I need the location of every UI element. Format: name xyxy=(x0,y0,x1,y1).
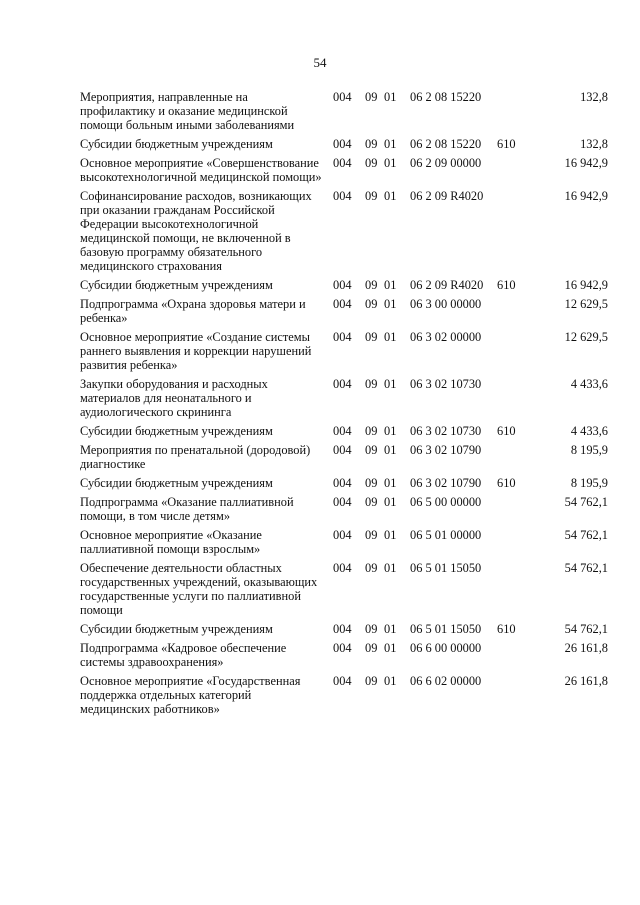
table-row xyxy=(0,156,640,184)
table-row xyxy=(0,90,640,132)
section-code: 09 xyxy=(365,137,378,151)
amount: 132,8 xyxy=(580,137,608,151)
target-code: 06 5 01 15050 xyxy=(410,622,482,636)
target-code: 06 3 02 10730 xyxy=(410,424,482,438)
row-name: Основное мероприятие «Совершенствование высокотехнологичной медицинской помощи» xyxy=(80,156,322,184)
section-code: 09 xyxy=(365,156,378,170)
row-name: Субсидии бюджетным учреждениям xyxy=(80,137,273,151)
subsection-code: 01 xyxy=(384,189,397,203)
row-name: Субсидии бюджетным учреждениям xyxy=(80,424,273,438)
table-row xyxy=(0,641,640,669)
section-code: 09 xyxy=(365,622,378,636)
ministry-code: 004 xyxy=(333,495,352,509)
subsection-code: 01 xyxy=(384,641,397,655)
target-code: 06 6 00 00000 xyxy=(410,641,482,655)
section-code: 09 xyxy=(365,528,378,542)
ministry-code: 004 xyxy=(333,156,352,170)
amount: 16 942,9 xyxy=(564,278,608,292)
subsection-code: 01 xyxy=(384,443,397,457)
target-code: 06 2 09 R4020 xyxy=(410,189,484,203)
target-code: 06 2 08 15220 xyxy=(410,137,482,151)
subsection-code: 01 xyxy=(384,424,397,438)
section-code: 09 xyxy=(365,189,378,203)
expense-code: 610 xyxy=(497,137,516,151)
section-code: 09 xyxy=(365,297,378,311)
ministry-code: 004 xyxy=(333,297,352,311)
table-row xyxy=(0,622,640,636)
subsection-code: 01 xyxy=(384,137,397,151)
section-code: 09 xyxy=(365,641,378,655)
budget-table xyxy=(0,90,640,721)
target-code: 06 3 00 00000 xyxy=(410,297,482,311)
amount: 54 762,1 xyxy=(564,622,608,636)
amount: 54 762,1 xyxy=(564,528,608,542)
amount: 4 433,6 xyxy=(570,377,608,391)
amount: 12 629,5 xyxy=(564,330,608,344)
amount: 54 762,1 xyxy=(564,495,608,509)
amount: 26 161,8 xyxy=(564,674,608,688)
row-name: Основное мероприятие «Создание системы раннего выявления и коррекции нарушений развития ребенка» xyxy=(80,330,312,372)
section-code: 09 xyxy=(365,90,378,104)
target-code: 06 5 01 00000 xyxy=(410,528,482,542)
amount: 4 433,6 xyxy=(570,424,608,438)
ministry-code: 004 xyxy=(333,424,352,438)
amount: 8 195,9 xyxy=(570,476,608,490)
table-row xyxy=(0,476,640,490)
subsection-code: 01 xyxy=(384,377,397,391)
row-name: Обеспечение деятельности областных государственных учреждений, оказывающих государственные услуги по паллиативной помощи xyxy=(80,561,318,617)
table-row xyxy=(0,137,640,151)
amount: 132,8 xyxy=(580,90,608,104)
target-code: 06 5 00 00000 xyxy=(410,495,482,509)
target-code: 06 3 02 10790 xyxy=(410,476,482,490)
table-row xyxy=(0,424,640,438)
ministry-code: 004 xyxy=(333,476,352,490)
section-code: 09 xyxy=(365,561,378,575)
ministry-code: 004 xyxy=(333,561,352,575)
row-name: Субсидии бюджетным учреждениям xyxy=(80,278,273,292)
table-row xyxy=(0,495,640,523)
ministry-code: 004 xyxy=(333,278,352,292)
table-row xyxy=(0,528,640,556)
ministry-code: 004 xyxy=(333,641,352,655)
subsection-code: 01 xyxy=(384,495,397,509)
section-code: 09 xyxy=(365,674,378,688)
table-row xyxy=(0,189,640,273)
ministry-code: 004 xyxy=(333,622,352,636)
table-row xyxy=(0,297,640,325)
amount: 54 762,1 xyxy=(564,561,608,575)
row-name: Подпрограмма «Охрана здоровья матери и ребенка» xyxy=(80,297,306,325)
target-code: 06 5 01 15050 xyxy=(410,561,482,575)
ministry-code: 004 xyxy=(333,528,352,542)
ministry-code: 004 xyxy=(333,137,352,151)
section-code: 09 xyxy=(365,443,378,457)
expense-code: 610 xyxy=(497,424,516,438)
amount: 26 161,8 xyxy=(564,641,608,655)
row-name: Подпрограмма «Кадровое обеспечение системы здравоохранения» xyxy=(80,641,287,669)
subsection-code: 01 xyxy=(384,297,397,311)
target-code: 06 2 09 00000 xyxy=(410,156,482,170)
row-name: Основное мероприятие «Государственная поддержка отдельных категорий медицинских работников» xyxy=(80,674,301,716)
expense-code: 610 xyxy=(497,278,516,292)
ministry-code: 004 xyxy=(333,189,352,203)
subsection-code: 01 xyxy=(384,156,397,170)
expense-code: 610 xyxy=(497,622,516,636)
target-code: 06 2 08 15220 xyxy=(410,90,482,104)
subsection-code: 01 xyxy=(384,561,397,575)
table-row xyxy=(0,278,640,292)
target-code: 06 3 02 00000 xyxy=(410,330,482,344)
section-code: 09 xyxy=(365,495,378,509)
section-code: 09 xyxy=(365,476,378,490)
table-row xyxy=(0,674,640,716)
row-name: Субсидии бюджетным учреждениям xyxy=(80,622,273,636)
ministry-code: 004 xyxy=(333,674,352,688)
row-name: Основное мероприятие «Оказание паллиативной помощи взрослым» xyxy=(80,528,262,556)
row-name: Софинансирование расходов, возникающих при оказании гражданам Российской Федерации высокотехнологичной медицинской помощи, не включенной в базовую программу обязательного медицинского страхования xyxy=(80,189,312,273)
amount: 16 942,9 xyxy=(564,189,608,203)
target-code: 06 2 09 R4020 xyxy=(410,278,484,292)
row-name: Мероприятия, направленные на профилактику и оказание медицинской помощи больным иными заболеваниями xyxy=(80,90,295,132)
row-name: Субсидии бюджетным учреждениям xyxy=(80,476,273,490)
section-code: 09 xyxy=(365,278,378,292)
row-name: Подпрограмма «Оказание паллиативной помощи, в том числе детям» xyxy=(80,495,294,523)
subsection-code: 01 xyxy=(384,476,397,490)
table-row xyxy=(0,561,640,617)
amount: 8 195,9 xyxy=(570,443,608,457)
subsection-code: 01 xyxy=(384,622,397,636)
subsection-code: 01 xyxy=(384,330,397,344)
table-row xyxy=(0,377,640,419)
table-row xyxy=(0,443,640,471)
ministry-code: 004 xyxy=(333,90,352,104)
table-row xyxy=(0,330,640,372)
subsection-code: 01 xyxy=(384,90,397,104)
row-name: Закупки оборудования и расходных материалов для неонатального и аудиологического скрининга xyxy=(80,377,268,419)
ministry-code: 004 xyxy=(333,443,352,457)
expense-code: 610 xyxy=(497,476,516,490)
row-name: Мероприятия по пренатальной (дородовой) диагностике xyxy=(80,443,311,471)
target-code: 06 3 02 10730 xyxy=(410,377,482,391)
section-code: 09 xyxy=(365,330,378,344)
ministry-code: 004 xyxy=(333,330,352,344)
subsection-code: 01 xyxy=(384,278,397,292)
section-code: 09 xyxy=(365,377,378,391)
section-code: 09 xyxy=(365,424,378,438)
page-number: 54 xyxy=(313,55,327,70)
amount: 16 942,9 xyxy=(564,156,608,170)
ministry-code: 004 xyxy=(333,377,352,391)
subsection-code: 01 xyxy=(384,674,397,688)
target-code: 06 6 02 00000 xyxy=(410,674,482,688)
subsection-code: 01 xyxy=(384,528,397,542)
target-code: 06 3 02 10790 xyxy=(410,443,482,457)
amount: 12 629,5 xyxy=(564,297,608,311)
